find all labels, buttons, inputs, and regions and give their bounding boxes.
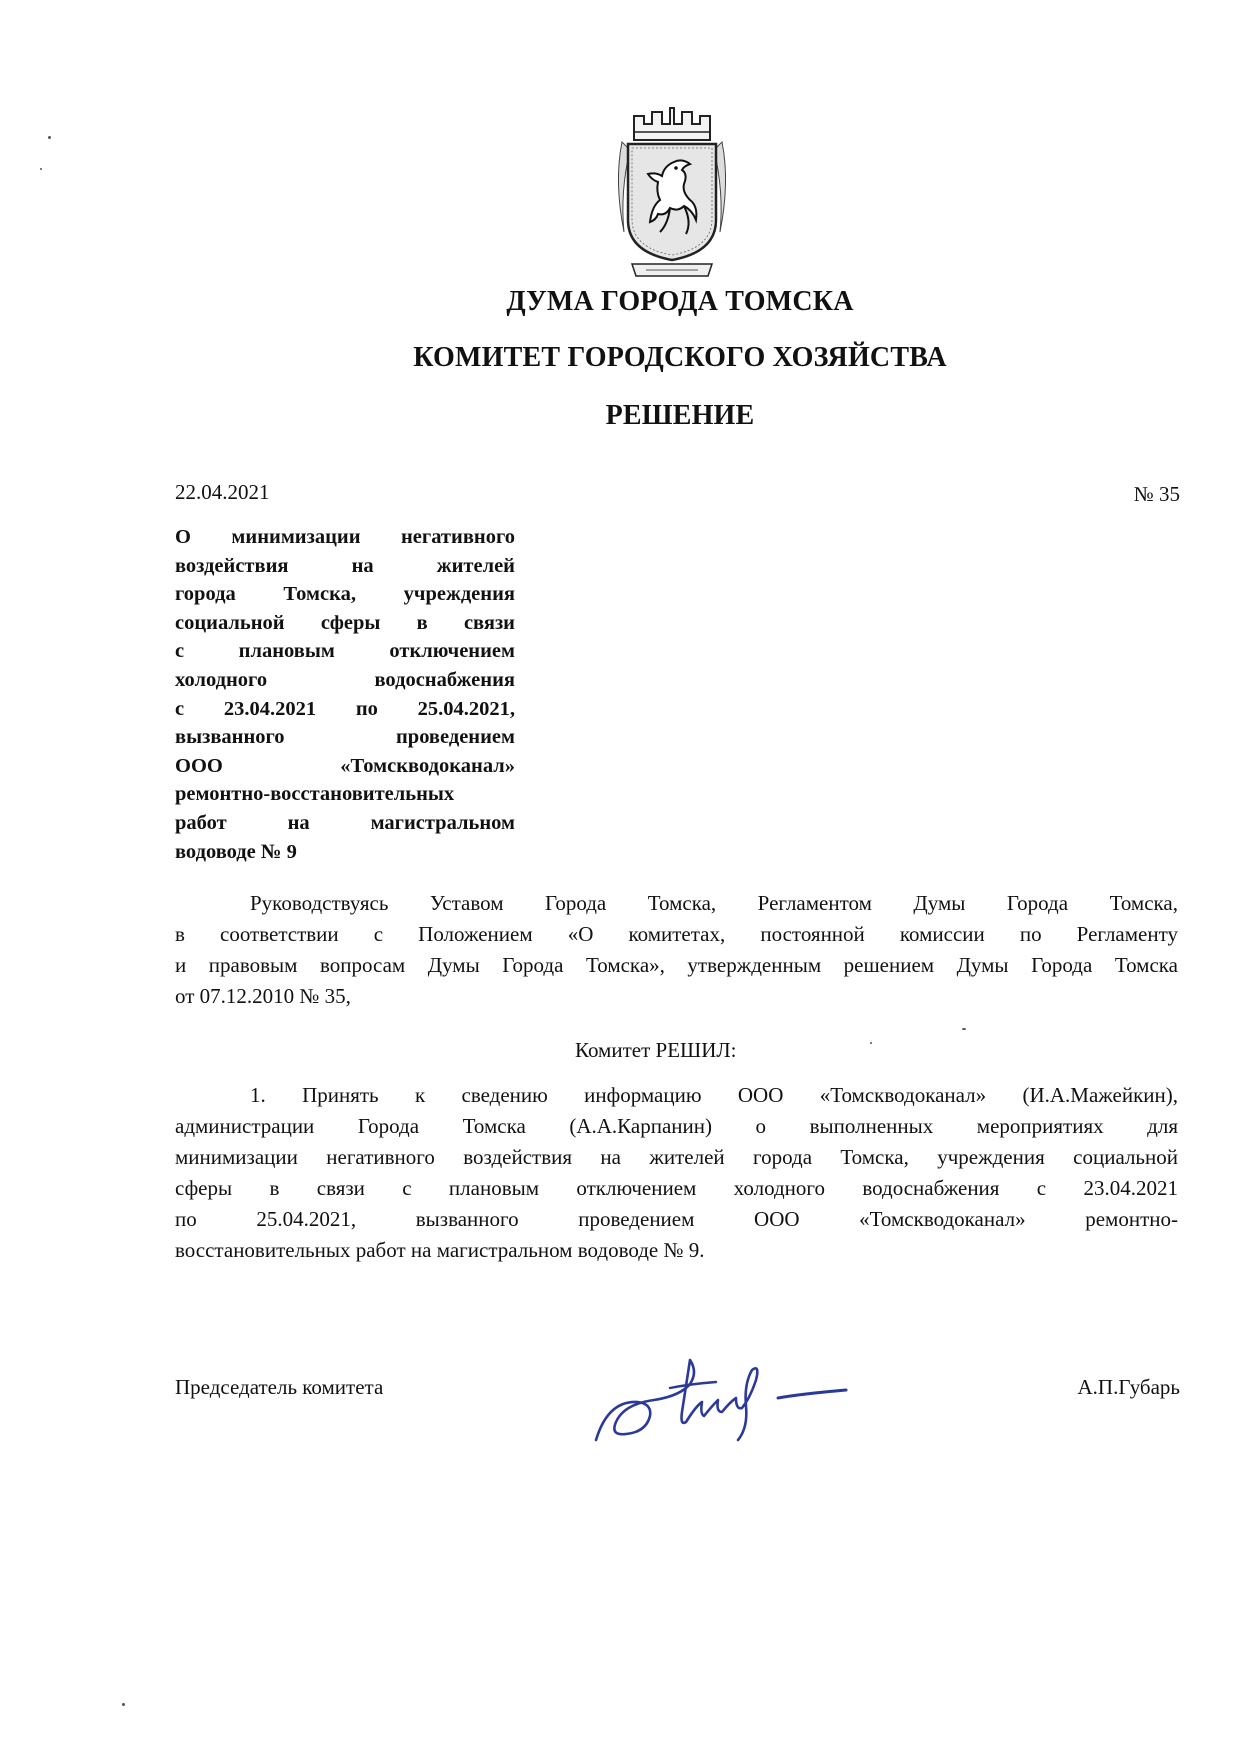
preamble-paragraph — [175, 888, 1178, 1012]
decision-line: администрации Города Томска (А.А.Карпанин) о выполненных мероприятиях для — [175, 1114, 1178, 1138]
preamble-line: от 07.12.2010 № 35, — [175, 984, 351, 1008]
scan-speck — [962, 1028, 966, 1030]
subject-line: О минимизации негативного — [175, 526, 515, 548]
decision-line: восстановительных работ на магистральном водоводе № 9. — [175, 1238, 705, 1262]
decision-line: сферы в связи с плановым отключением холодного водоснабжения с 23.04.2021 — [175, 1176, 1178, 1200]
decision-paragraph — [175, 1080, 1178, 1266]
committee-title: КОМИТЕТ ГОРОДСКОГО ХОЗЯЙСТВА — [413, 342, 947, 373]
subject-line: города Томска, учреждения — [175, 583, 515, 606]
decision-line: 1. Принять к сведению информацию ООО «Томскводоканал» (И.А.Мажейкин), — [250, 1083, 1178, 1107]
decision-subject — [175, 523, 515, 866]
document-type-title: РЕШЕНИЕ — [605, 400, 755, 431]
organization-title: ДУМА ГОРОДА ТОМСКА — [506, 286, 854, 317]
subject-line: холодного водоснабжения — [175, 668, 515, 691]
decision-heading: Комитет РЕШИЛ: — [575, 1038, 737, 1062]
subject-line: воздействия на жителей — [175, 554, 515, 577]
decision-line: минимизации негативного воздействия на жителей города Томска, учреждения социальной — [175, 1145, 1178, 1169]
decision-line: по 25.04.2021, вызванного проведением ООО «Томскводоканал» ремонтно- — [175, 1207, 1178, 1231]
scan-speck — [40, 168, 42, 170]
document-date: 22.04.2021 — [175, 480, 270, 504]
subject-line: работ на магистральном — [175, 811, 515, 834]
preamble-line: Руководствуясь Уставом Города Томска, Регламентом Думы Города Томска, — [250, 891, 1178, 915]
tomsk-coat-of-arms-icon — [612, 102, 732, 282]
preamble-line: и правовым вопросам Думы Города Томска», утвержденным решением Думы Города Томска — [175, 953, 1178, 977]
document-number: № 35 — [1133, 482, 1180, 506]
subject-line: вызванного проведением — [175, 726, 515, 749]
subject-line: с 23.04.2021 по 25.04.2021, — [175, 697, 515, 720]
scan-speck — [870, 1042, 872, 1044]
signatory-name: А.П.Губарь — [1077, 1375, 1180, 1399]
scan-speck — [122, 1703, 125, 1706]
subject-line: ООО «Томскводоканал» — [175, 754, 515, 777]
subject-line: водоводе № 9 — [175, 840, 297, 863]
handwritten-signature-icon — [590, 1340, 860, 1460]
scan-speck — [48, 136, 51, 139]
subject-line: ремонтно-восстановительных — [175, 783, 455, 806]
signatory-position: Председатель комитета — [175, 1375, 384, 1399]
preamble-line: в соответствии с Положением «О комитетах, постоянной комиссии по Регламенту — [175, 922, 1178, 946]
subject-line: с плановым отключением — [175, 640, 515, 663]
subject-line: социальной сферы в связи — [175, 611, 515, 634]
